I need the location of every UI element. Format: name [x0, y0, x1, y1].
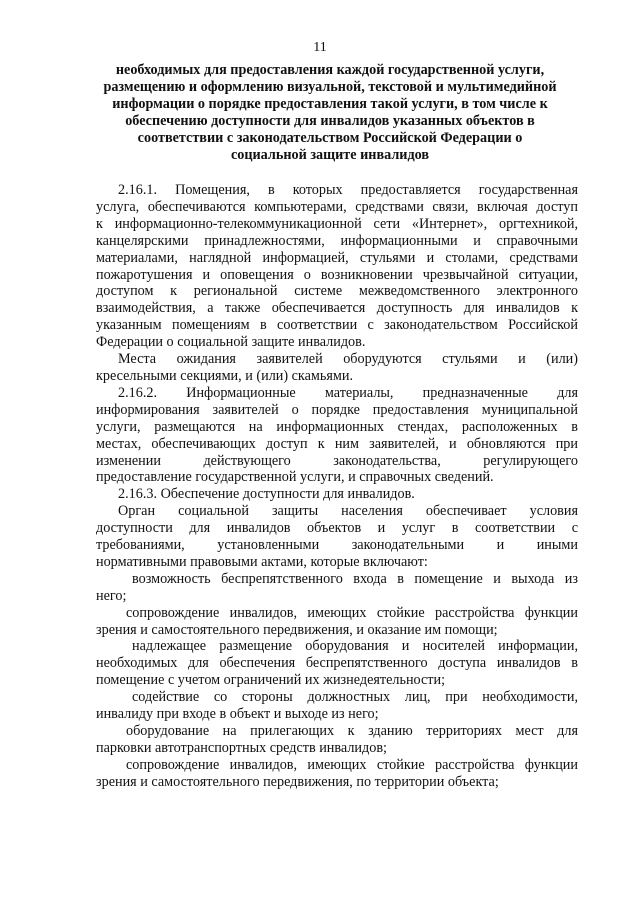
- heading-line: соответствии с законодательством Российской Федерации о: [137, 130, 523, 146]
- text-line: нормативными правовыми актами, которые включают:: [96, 553, 428, 570]
- heading-line: информации о порядке предоставления такой услуги, в том числе к: [112, 96, 548, 112]
- heading-line: социальной защите инвалидов: [230, 147, 430, 163]
- text-line: услуга, обеспечиваются компьютерами, средствами связи, включая доступ: [96, 198, 578, 215]
- text-line: 2.16.1. Помещения, в которых предоставляется государственная: [118, 182, 578, 198]
- paragraph: [96, 723, 578, 757]
- paragraph: [96, 757, 578, 791]
- paragraph: [96, 182, 578, 351]
- paragraph: [96, 503, 578, 571]
- paragraph: [96, 605, 578, 639]
- body-text: [96, 182, 578, 791]
- text-line: Федерации о социальной защите инвалидов.: [96, 334, 366, 351]
- text-line: канцелярскими принадлежностями, информационными и справочными: [96, 232, 578, 249]
- paragraph: [96, 571, 578, 605]
- text-line: 2.16.3. Обеспечение доступности для инвалидов.: [118, 486, 415, 503]
- text-line: надлежащее размещение оборудования и носителей информации,: [132, 638, 578, 655]
- text-line: помещение с учетом ограничений их жизнедеятельности;: [96, 672, 446, 689]
- paragraph: [96, 486, 578, 503]
- text-line: предоставление государственной услуги, и справочных сведений.: [96, 469, 494, 486]
- text-line: содействие со стороны должностных лиц, при необходимости,: [132, 689, 578, 706]
- text-line: услуги, размещаются на информационных стендах, расположенных в: [96, 418, 578, 435]
- text-line: материалами, наглядной информацией, стульями и столами, средствами: [96, 249, 578, 266]
- heading-line: необходимых для предоставления каждой государственной услуги,: [115, 62, 545, 78]
- text-line: сопровождение инвалидов, имеющих стойкие расстройства функции: [126, 604, 578, 621]
- text-line: требованиями, установленными законодательными и иными: [96, 537, 578, 554]
- text-line: местах, обеспечивающих доступ к ним заявителей, и обновляются при: [96, 435, 578, 452]
- page-number: 11: [313, 40, 327, 55]
- text-line: изменении действующего законодательства, регулирующего: [96, 452, 578, 469]
- text-line: кресельными секциями, и (или) скамьями.: [96, 367, 353, 384]
- text-line: Места ожидания заявителей оборудуются стульями и (или): [118, 351, 578, 368]
- section-heading: [100, 62, 560, 164]
- text-line: пожаротушения и оповещения о возникновении чрезвычайной ситуации,: [96, 266, 578, 283]
- text-line: взаимодействия, а также обеспечивается доступность для инвалидов к: [96, 300, 578, 317]
- text-line: к информационно-телекоммуникационной сети «Интернет», оргтехникой,: [96, 215, 578, 232]
- text-line: оборудование на прилегающих к зданию территориях мест для: [126, 723, 578, 739]
- text-line: необходимых для обеспечения беспрепятственного доступа инвалидов в: [96, 655, 578, 672]
- paragraph: [96, 689, 578, 723]
- text-line: зрения и самостоятельного передвижения, и оказание им помощи;: [96, 621, 498, 638]
- heading-line: обеспечению доступности для инвалидов указанных объектов в: [125, 113, 535, 129]
- text-line: информирования заявителей о порядке предоставления муниципальной: [96, 401, 578, 418]
- text-line: доступом к региональной системе межведомственного электронного: [96, 283, 578, 300]
- paragraph: [96, 351, 578, 385]
- text-line: него;: [96, 587, 127, 604]
- text-line: инвалиду при входе в объект и выходе из него;: [96, 706, 379, 723]
- text-line: возможность беспрепятственного входа в помещение и выхода из: [132, 570, 578, 587]
- text-line: парковки автотранспортных средств инвалидов;: [96, 739, 387, 756]
- text-line: зрения и самостоятельного передвижения, по территории объекта;: [96, 773, 499, 790]
- paragraph: [96, 385, 578, 486]
- heading-line: размещению и оформлению визуальной, текстовой и мультимедийной: [103, 79, 557, 95]
- text-line: доступности для инвалидов объектов и услуг в соответствии с: [96, 520, 578, 537]
- text-line: 2.16.2. Информационные материалы, предназначенные для: [118, 384, 578, 401]
- text-line: указанным помещениям в соответствии с законодательством Российской: [96, 317, 578, 334]
- text-line: сопровождение инвалидов, имеющих стойкие расстройства функции: [126, 756, 578, 773]
- text-line: Орган социальной защиты населения обеспечивает условия: [118, 503, 578, 520]
- paragraph: [96, 638, 578, 689]
